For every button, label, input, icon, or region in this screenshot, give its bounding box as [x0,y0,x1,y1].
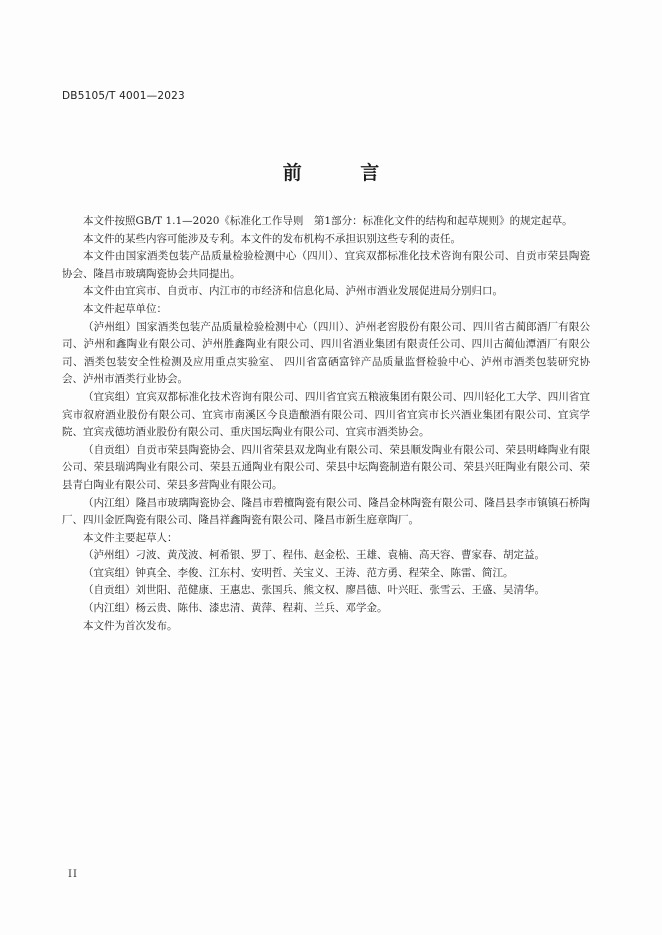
paragraph-first-release: 本文件为首次发布。 [83,619,178,632]
paragraph-drafting-units-heading: 本文件起草单位： [83,302,167,315]
page-number: II [68,869,78,880]
document-code: DB5105/T 4001—2023 [62,90,185,102]
paragraph-drafters-neijiang: （内江组）杨云贵、陈伟、漆忠清、黄萍、程莉、兰兵、邓学金。 [83,602,388,615]
paragraph-units-neijiang: （内江组）隆昌市玻璃陶瓷协会、隆昌市碧檀陶瓷有限公司、隆昌金林陶瓷有限公司、隆昌县李市镇镇石桥陶厂、四川金匠陶瓷有限公司、隆昌祥鑫陶瓷有限公司、隆昌市新生庭章陶厂。 [62,496,590,527]
paragraph-drafters-yibin: （宜宾组）钟真全、李俊、江东村、安明哲、关宝义、王涛、范方勇、程荣全、陈雷、简江。 [83,566,514,579]
paragraph-drafters-luzhou: （泸州组）刁波、黄茂波、柯希银、罗丁、程伟、赵金松、王雄、袁楠、高天容、曹家春、胡定益。 [83,549,545,562]
page-title: 前 言 [282,162,406,184]
paragraph-drafters-heading: 本文件主要起草人： [83,531,178,544]
paragraph-units-zigong: （自贡组）自贡市荣县陶瓷协会、四川省荣县双龙陶业有限公司、荣县顺发陶业有限公司、荣县明峰陶业有限公司、荣县瑞鸿陶业有限公司、荣县五通陶业有限公司、荣县中坛陶瓷制造有限公司、荣县兴旺陶业有限公司、荣县青白陶业有限公司、荣县多营陶业有限公司。 [62,443,590,491]
paragraph-proposer: 本文件由国家酒类包装产品质量检验检测中心（四川）、宜宾双都标准化技术咨询有限公司、自贡市荣县陶瓷协会、隆昌市玻璃陶瓷协会共同提出。 [62,250,590,280]
paragraph-administration: 本文件由宜宾市、自贡市、内江市的市经济和信息化局、泸州市酒业发展促进局分别归口。 [83,285,503,298]
paragraph-patent-notice: 本文件的某些内容可能涉及专利。本文件的发布机构不承担识别这些专利的责任。 [83,232,461,245]
paragraph-units-yibin: （宜宾组）宜宾双都标准化技术咨询有限公司、四川省宜宾五粮液集团有限公司、四川轻化工大学、四川省宜宾市叙府酒业股份有限公司、宜宾市南溪区今良造酿酒有限公司、四川省宜宾市长兴酒业集团有限公司、宜宾学院、宜宾戎德坊酒业股份有限公司、重庆国坛陶业有限公司、宜宾市酒类协会。 [62,390,590,439]
paragraph-drafters-zigong: （自贡组）刘世阳、范健康、王惠忠、张国兵、熊文权、廖昌德、叶兴旺、张雪云、王盛、吴清华。 [83,584,545,597]
paragraph-units-luzhou: （泸州组）国家酒类包装产品质量检验检测中心（四川）、泸州老窖股份有限公司、四川省古蔺郎酒厂有限公司、泸州和鑫陶业有限公司、泸州胜鑫陶业有限公司、四川省酒业集团有限责任公司、四川古蔺仙潭酒厂有限公司、酒类包装安全性检测及应用重点实验室、 四川省富硒富锌产品质量监督检验中心、泸州市酒类包装研究协会、泸州市酒类行业协会。 [62,320,590,386]
foreword-body [62,213,590,635]
paragraph-standard-basis: 本文件按照GB/T 1.1—2020《标准化工作导则 第1部分：标准化文件的结构和起草规则》的规定起草。 [83,215,573,227]
